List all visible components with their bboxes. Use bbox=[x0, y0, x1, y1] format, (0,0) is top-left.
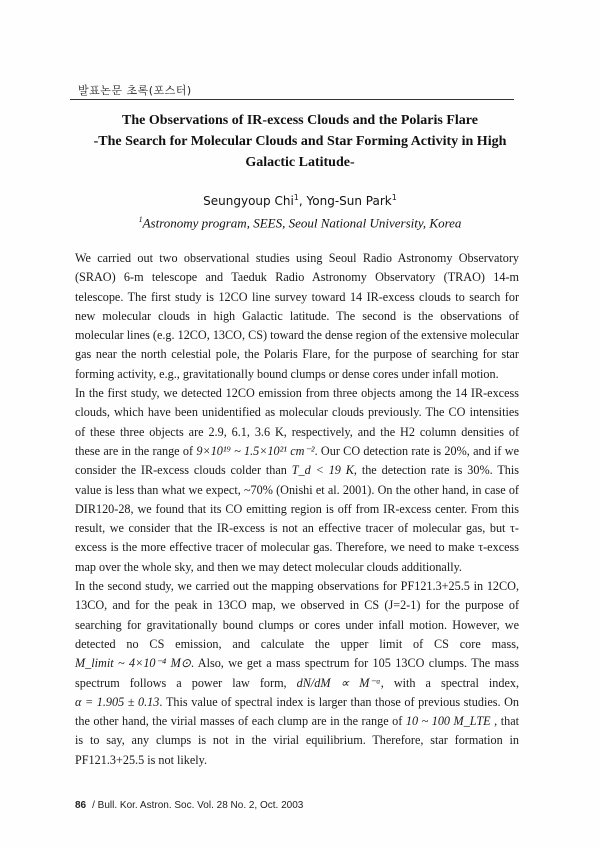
paper-title bbox=[90, 110, 510, 173]
author-name: Yong-Sun Park bbox=[306, 194, 392, 208]
author-name: Seungyoup Chi bbox=[203, 194, 294, 208]
abstract-paragraph bbox=[75, 577, 519, 770]
title-line-2: -The Search for Molecular Clouds and Star Forming Activity in High bbox=[93, 134, 507, 149]
math-expression: M_limit ~ 4×10⁻⁴ M⊙ bbox=[75, 656, 191, 671]
affiliation-mark: 1 bbox=[138, 215, 143, 224]
author-separator: , bbox=[298, 194, 307, 208]
math-expression: T_d < 19 K bbox=[291, 463, 354, 478]
text-run: , with a spectral index, bbox=[380, 675, 520, 690]
affiliation bbox=[90, 215, 510, 231]
text-run: , that is to say, any clumps is not in the virial equilibrium. Therefore, star formation in PF121.3+25.5 is not likely. bbox=[75, 714, 519, 767]
math-expression: 10 ~ 100 M_LTE bbox=[405, 714, 491, 729]
title-line-3: Galactic Latitude- bbox=[245, 155, 355, 170]
text-run: . This value of spectral index is larger than those of previous studies. On the other hand, the virial masses of each clump are in the range of bbox=[75, 694, 520, 729]
math-expression: 9×10¹⁹ ~ 1.5×10²¹ cm⁻² bbox=[196, 443, 315, 458]
title-line-1: The Observations of IR-excess Clouds and the Polaris Flare bbox=[122, 113, 478, 128]
math-expression: α = 1.905 ± 0.13 bbox=[75, 694, 160, 709]
page-number: 86 bbox=[75, 800, 87, 811]
author-affiliation-mark: 1 bbox=[391, 193, 397, 202]
math-expression: dN/dM ∝ M⁻ᵅ bbox=[296, 675, 381, 690]
text-run: . Our CO detection rate is 20%, and if we consider the IR-excess clouds colder than bbox=[75, 443, 519, 478]
section-label: 발표논문 초록(포스터) bbox=[78, 84, 192, 97]
text-run: , the detection rate is 30%. This value is less than what we expect, ~70% (Onishi et al. 2001). On the other hand, in case of DIR120-28, we found that its CO emitting region is off from IR-excess center. From this result, we consider that the IR-excess is not an effective tracer of molecular gas, but τ-excess is the more effective tracer of molecular gas. Therefore, we need to make τ-excess map over the whole sky, and then we may detect molecular clouds additionally. bbox=[75, 463, 519, 574]
author-list bbox=[90, 193, 510, 208]
text-run: In the second study, we carried out the mapping observations for PF121.3+25.5 in 12CO, 13CO, and for the peak in 13CO map, we observed in CS (J=2-1) for the purpose of searching for gravitationally bound clumps or cores under infall motion. However, we detected no CS emission, and calculate the upper limit of CS core mass, bbox=[75, 579, 519, 651]
author-affiliation-mark: 1 bbox=[293, 193, 299, 202]
text-run: . Also, we get a mass spectrum for 105 13CO clumps. The mass spectrum follows a power law form, bbox=[75, 656, 519, 690]
journal-citation: / Bull. Kor. Astron. Soc. Vol. 28 No. 2, Oct. 2003 bbox=[92, 800, 304, 811]
affiliation-text: Astronomy program, SEES, Seoul National University, Korea bbox=[142, 215, 462, 231]
abstract-paragraph bbox=[75, 384, 519, 577]
text-run: In the first study, we detected 12CO emission from three objects among the 14 IR-excess clouds, which have been unidentified as molecular clouds previously. The CO intensities of these three objects are 2.9, 6.1, 3.6 K, respectively, and the H2 column densities of these are in the range of bbox=[75, 386, 519, 458]
abstract-paragraph: We carried out two observational studies using Seoul Radio Astronomy Observatory (SRAO) 6-m telescope and Taeduk Radio Astronomy Observatory (TRAO) 14-m telescope. The first study is 12CO line survey toward 14 IR-excess clouds to search for new molecular clouds in high Galactic latitude. The second is the observations of molecular lines (e.g. 12CO, 13CO, CS) toward the dense region of the extensive molecular gas near the north celestial pole, the Polaris Flare, for the purpose of searching for star forming activity, e.g., gravitationally bound clumps or dense cores under infall motion. bbox=[75, 251, 519, 381]
header-divider bbox=[70, 99, 514, 100]
page-footer bbox=[75, 800, 303, 811]
abstract-body bbox=[75, 249, 519, 770]
